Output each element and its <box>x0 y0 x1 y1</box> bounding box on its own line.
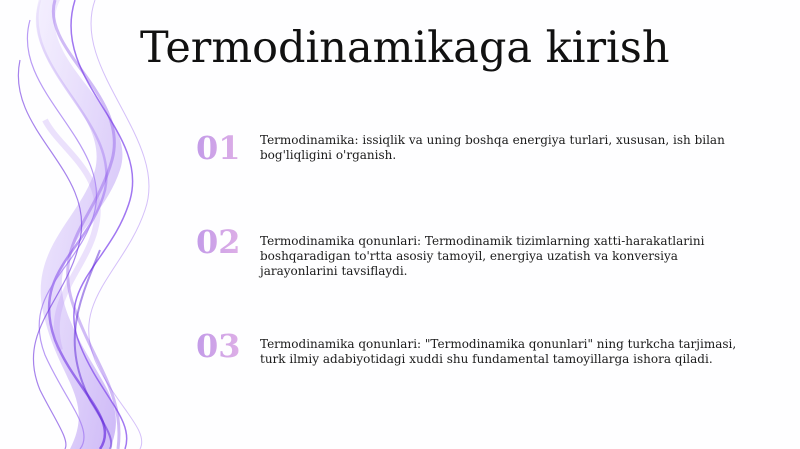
item-text: Termodinamika qonunlari: "Termodinamika qonunlari" ning turkcha tarjimasi, turk ilmiy adabiyotidagi xuddi shu fundamental tamoyillarga ishora qiladi. <box>260 337 737 366</box>
list-item <box>196 328 756 398</box>
list-item <box>196 130 756 200</box>
item-number: 02 <box>196 224 256 260</box>
list-item <box>196 224 756 294</box>
item-number: 03 <box>196 328 256 364</box>
page-title: Termodinamikaga kirish <box>140 23 670 73</box>
item-text: Termodinamika qonunlari: Termodinamik tizimlarning xatti-harakatlarini boshqaradigan to'rtta asosiy tamoyil, energiya uzatish va konversiya jarayonlarini tavsiflaydi. <box>260 234 705 278</box>
item-text: Termodinamika: issiqlik va uning boshqa energiya turlari, xususan, ish bilan bog'liqligini o'rganish. <box>260 133 725 162</box>
item-number: 01 <box>196 130 256 166</box>
